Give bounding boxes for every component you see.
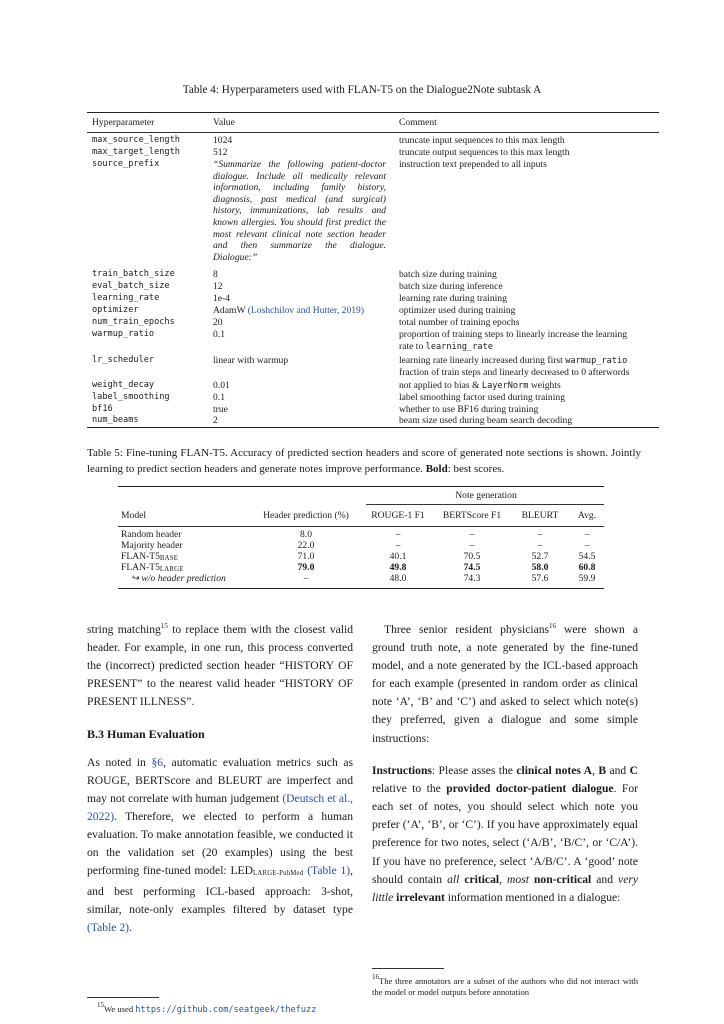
model-name: Majority header	[121, 540, 183, 551]
param-value: true	[213, 404, 228, 415]
header-pred-value: 71.0	[297, 551, 315, 562]
table4-header-rule	[87, 132, 659, 133]
model-name: ↪ w/o header prediction	[131, 573, 226, 584]
param-value: 8	[213, 269, 218, 280]
section-title: B.3 Human Evaluation	[87, 727, 205, 742]
table4-header-param: Hyperparameter	[92, 117, 155, 128]
param-comment: truncate input sequences to this max length	[399, 135, 565, 146]
avg-value: 54.5	[578, 551, 596, 562]
param-value: 2	[213, 415, 218, 426]
param-comment-cont: fraction of train steps and linearly decreased to 0 afterwords	[399, 367, 630, 378]
param-name: max_target_length	[92, 147, 180, 157]
citation-link[interactable]: (Deutsch et al., 2022)	[87, 791, 353, 823]
param-comment: not applied to bias & LayerNorm weights	[399, 380, 561, 391]
citation-link[interactable]: (Loshchilov and Hutter, 2019)	[247, 305, 365, 316]
paragraph: Three senior resident physicians$^{16}$ were shown a ground truth note, a note generated by the fine-tuned model, and a note generated by the ICL-based approach for each example (presented in random order as clinical note ‘A’, ‘B’ and ‘C’) and asked to select which note(s) they preferred, given a dialogue and some simple instructions:	[372, 622, 638, 745]
rouge-value: –	[395, 540, 401, 551]
footnote-marker[interactable]: 16	[549, 622, 557, 630]
col-header-model: Model	[121, 510, 147, 521]
paragraph: string matching$^{15}$ to replace them with the closest valid header. For example, in one run, this process converted the (incorrect) predicted section header “HISTORY OF PRESENT” to the nearest valid header “HISTORY OF PRESENT ILLNESS”.	[87, 622, 354, 709]
bertscore-value: –	[469, 540, 475, 551]
col-header-bleurt: BLEURT	[521, 510, 559, 521]
footnote-rule	[87, 997, 159, 998]
avg-value: –	[584, 529, 590, 540]
header-pred-value: –	[303, 573, 309, 584]
footnote-15: $^{15}$We used https://github.com/seatgeek/thefuzz	[97, 1001, 317, 1015]
param-name: lr_scheduler	[92, 355, 155, 365]
param-value: 512	[213, 147, 228, 158]
table4-header-value: Value	[213, 117, 235, 128]
bleurt-value: –	[537, 529, 543, 540]
param-value: 12	[213, 281, 223, 292]
param-value: 0.01	[213, 380, 230, 391]
param-value: 1024	[213, 135, 233, 146]
param-value: 1e-4	[213, 293, 231, 304]
header-pred-value: 79.0	[297, 562, 315, 573]
param-name: warmup_ratio	[92, 329, 155, 339]
section-link[interactable]: §6	[151, 755, 164, 769]
table4-header-comment: Comment	[399, 117, 437, 128]
param-comment: batch size during training	[399, 269, 497, 280]
param-name: num_train_epochs	[92, 317, 175, 327]
table4-caption: Table 4: Hyperparameters used with FLAN-T5 on the Dialogue2Note subtask A	[182, 84, 542, 96]
param-name: max_source_length	[92, 135, 180, 145]
param-value: 20	[213, 317, 223, 328]
bleurt-value: 52.7	[531, 551, 549, 562]
avg-value: –	[584, 540, 590, 551]
param-name: bf16	[92, 404, 113, 414]
footnote-marker[interactable]: 15	[160, 622, 168, 630]
group-header-rule	[366, 504, 604, 505]
param-name: train_batch_size	[92, 269, 175, 279]
col-header-rouge: ROUGE-1 F1	[371, 510, 425, 521]
col-header-header-prediction: Header prediction (%)	[263, 510, 349, 521]
param-comment-cont: rate to learning_rate	[399, 341, 493, 352]
bleurt-value: 58.0	[531, 562, 549, 573]
bleurt-value: –	[537, 540, 543, 551]
param-comment: batch size during inference	[399, 281, 503, 292]
param-comment: proportion of training steps to linearly increase the learning	[399, 329, 628, 340]
param-comment: learning rate linearly increased during first warmup_ratio	[399, 355, 628, 366]
param-comment: whether to use BF16 during training	[399, 404, 539, 415]
param-name: source_prefix	[92, 159, 160, 169]
param-name: optimizer	[92, 305, 139, 315]
instructions-paragraph: Instructions: Please asses the clinical notes A, B and C relative to the provided doctor-patient dialogue. For each set of notes, you should select which note you prefer (‘A’, ‘B’, or ‘C’). If you have approximately equal preference for two notes, select (‘A/B’, ‘B/C’, or ‘C/A’). If you have no preference, select ‘A/B/C’. A ‘good’ note should contain all critical, most non-critical and very little irrelevant information mentioned in a dialogue:	[372, 763, 639, 905]
footnote-rule	[372, 968, 444, 969]
bertscore-value: 74.5	[463, 562, 481, 573]
footnote-16: $^{16}$The three annotators are a subset of the authors who did not interact with the model or model outputs before annotation	[372, 973, 638, 997]
rouge-value: –	[395, 529, 401, 540]
param-name: weight_decay	[92, 380, 155, 390]
avg-value: 59.9	[578, 573, 596, 584]
paragraph: As noted in §6, automatic evaluation metrics such as ROUGE, BERTScore and BLEURT are imperfect and may not correlate with human judgement (Deutsch et al., 2022). Therefore, we elected to perform a human evaluation. To make annotation feasible, we conducted it on the validation set (20 examples) using the best performing fine-tuned model: $LED_{LARGE-PubMed}$ (Table 1), and best performing ICL-based approach: 3-shot, similar, note-only examples filtered by dataset type (Table 2).	[87, 755, 354, 935]
param-value: 0.1	[213, 392, 225, 403]
model-name: FLAN-$T5_{LARGE}$	[121, 562, 184, 573]
model-name: Random header	[121, 529, 182, 540]
rouge-value: 40.1	[389, 551, 407, 562]
bertscore-value: 74.3	[463, 573, 481, 584]
bertscore-value: 70.5	[463, 551, 481, 562]
left-column	[87, 617, 353, 938]
rouge-value: 48.0	[389, 573, 407, 584]
param-value: linear with warmup	[213, 355, 289, 366]
avg-value: 60.8	[578, 562, 596, 573]
source-prefix-text: “Summarize the following patient-doctor dialogue. Include all medically relevant information, including family history, diagnosis, past medical (and surgical) history, immunizations, lab results and known allergies. You should first predict the most relevant clinical note section header and then summarize the dialogue. Dialogue:”	[213, 159, 386, 263]
footnote-url-link[interactable]: https://github.com/seatgeek/thefuzz	[135, 1005, 317, 1015]
model-name: FLAN-$T5_{BASE}$	[121, 551, 179, 562]
bleurt-value: 57.6	[531, 573, 549, 584]
rouge-value: 49.8	[389, 562, 407, 573]
param-comment: learning rate during training	[399, 293, 507, 304]
table5-bottom-rule	[118, 588, 604, 589]
bertscore-value: –	[469, 529, 475, 540]
param-comment: truncate output sequences to this max length	[399, 147, 570, 158]
table-link[interactable]: (Table 1)	[307, 864, 351, 878]
col-header-avg: Avg.	[577, 510, 597, 521]
table4-bottom-rule	[87, 427, 659, 428]
param-comment: instruction text prepended to all inputs	[399, 159, 547, 170]
col-header-bertscore: BERTScore F1	[442, 510, 502, 521]
group-header-note-generation: Note generation	[455, 490, 517, 501]
param-value: AdamW (Loshchilov and Hutter, 2019)	[213, 305, 365, 316]
right-column	[372, 617, 638, 907]
param-name: eval_batch_size	[92, 281, 170, 291]
table5-caption: Table 5: Fine-tuning FLAN-T5. Accuracy of predicted section headers and score of generated note sections is shown. Jointly learning to predict section headers and generate notes improve performance. Bold: best scores.	[87, 447, 641, 475]
param-comment: beam size used during beam search decoding	[399, 415, 573, 426]
table4-top-rule	[87, 112, 659, 113]
table5-top-rule	[118, 486, 604, 487]
param-comment: total number of training epochs	[399, 317, 520, 328]
param-name: label_smoothing	[92, 392, 170, 402]
param-name: num_beams	[92, 415, 139, 425]
table-link[interactable]: (Table 2)	[87, 921, 129, 935]
param-value: 0.1	[213, 329, 225, 340]
header-pred-value: 22.0	[297, 540, 315, 551]
param-comment: label smoothing factor used during training	[399, 392, 565, 403]
param-comment: optimizer used during training	[399, 305, 516, 316]
param-name: learning_rate	[92, 293, 160, 303]
table5-header-rule	[118, 526, 604, 527]
header-pred-value: 8.0	[300, 529, 312, 540]
